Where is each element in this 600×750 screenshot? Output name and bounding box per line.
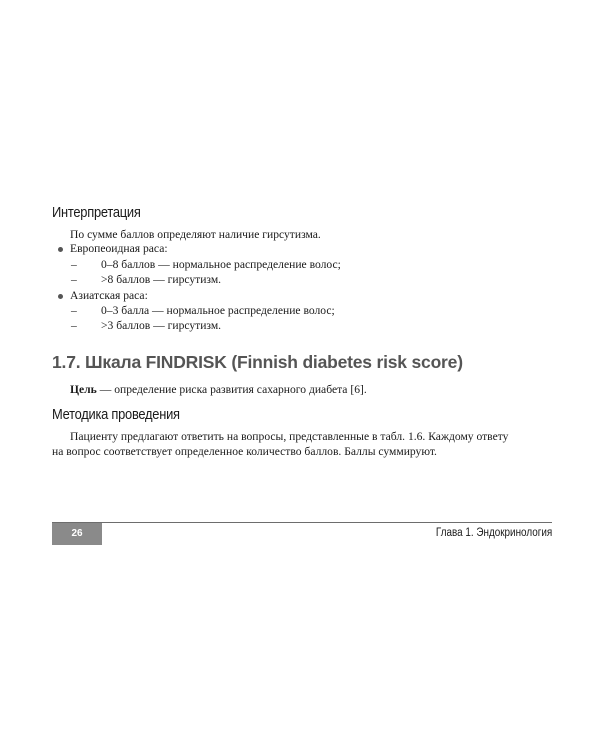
list-item: 0–8 баллов — нормальное распределение волос; [101, 258, 341, 271]
footer-rule [52, 522, 552, 523]
method-line-1: Пациенту предлагают ответить на вопросы, представленные в табл. 1.6. Каждому ответу [70, 430, 509, 443]
method-line-2: на вопрос соответствует определенное количество баллов. Баллы суммируют. [52, 445, 437, 458]
dash-marker: – [71, 319, 77, 332]
dash-marker: – [71, 258, 77, 271]
chapter-title: Глава 1. Эндокринология [435, 527, 552, 539]
group-label-asian: Азиатская раса: [70, 289, 148, 302]
goal-paragraph [70, 383, 367, 397]
interpretation-intro: По сумме баллов определяют наличие гирсутизма. [70, 228, 321, 241]
bullet-dot-icon [58, 294, 63, 299]
list-item: 0–3 балла — нормальное распределение волос; [101, 304, 335, 317]
goal-text: — определение риска развития сахарного диабета [6]. [96, 383, 367, 396]
method-heading: Методика проведения [52, 406, 180, 423]
list-item: >8 баллов — гирсутизм. [101, 273, 222, 286]
bullet-dot-icon [58, 247, 63, 252]
section-title: 1.7. Шкала FINDRISK (Finnish diabetes risk score) [52, 352, 463, 372]
group-label-european: Европеоидная раса: [70, 242, 168, 255]
interpretation-heading: Интерпретация [52, 204, 141, 221]
dash-marker: – [71, 273, 77, 286]
list-item: >3 баллов — гирсутизм. [101, 319, 222, 332]
page-number: 26 [52, 523, 102, 545]
dash-marker: – [71, 304, 77, 317]
goal-label: Цель [70, 383, 97, 396]
